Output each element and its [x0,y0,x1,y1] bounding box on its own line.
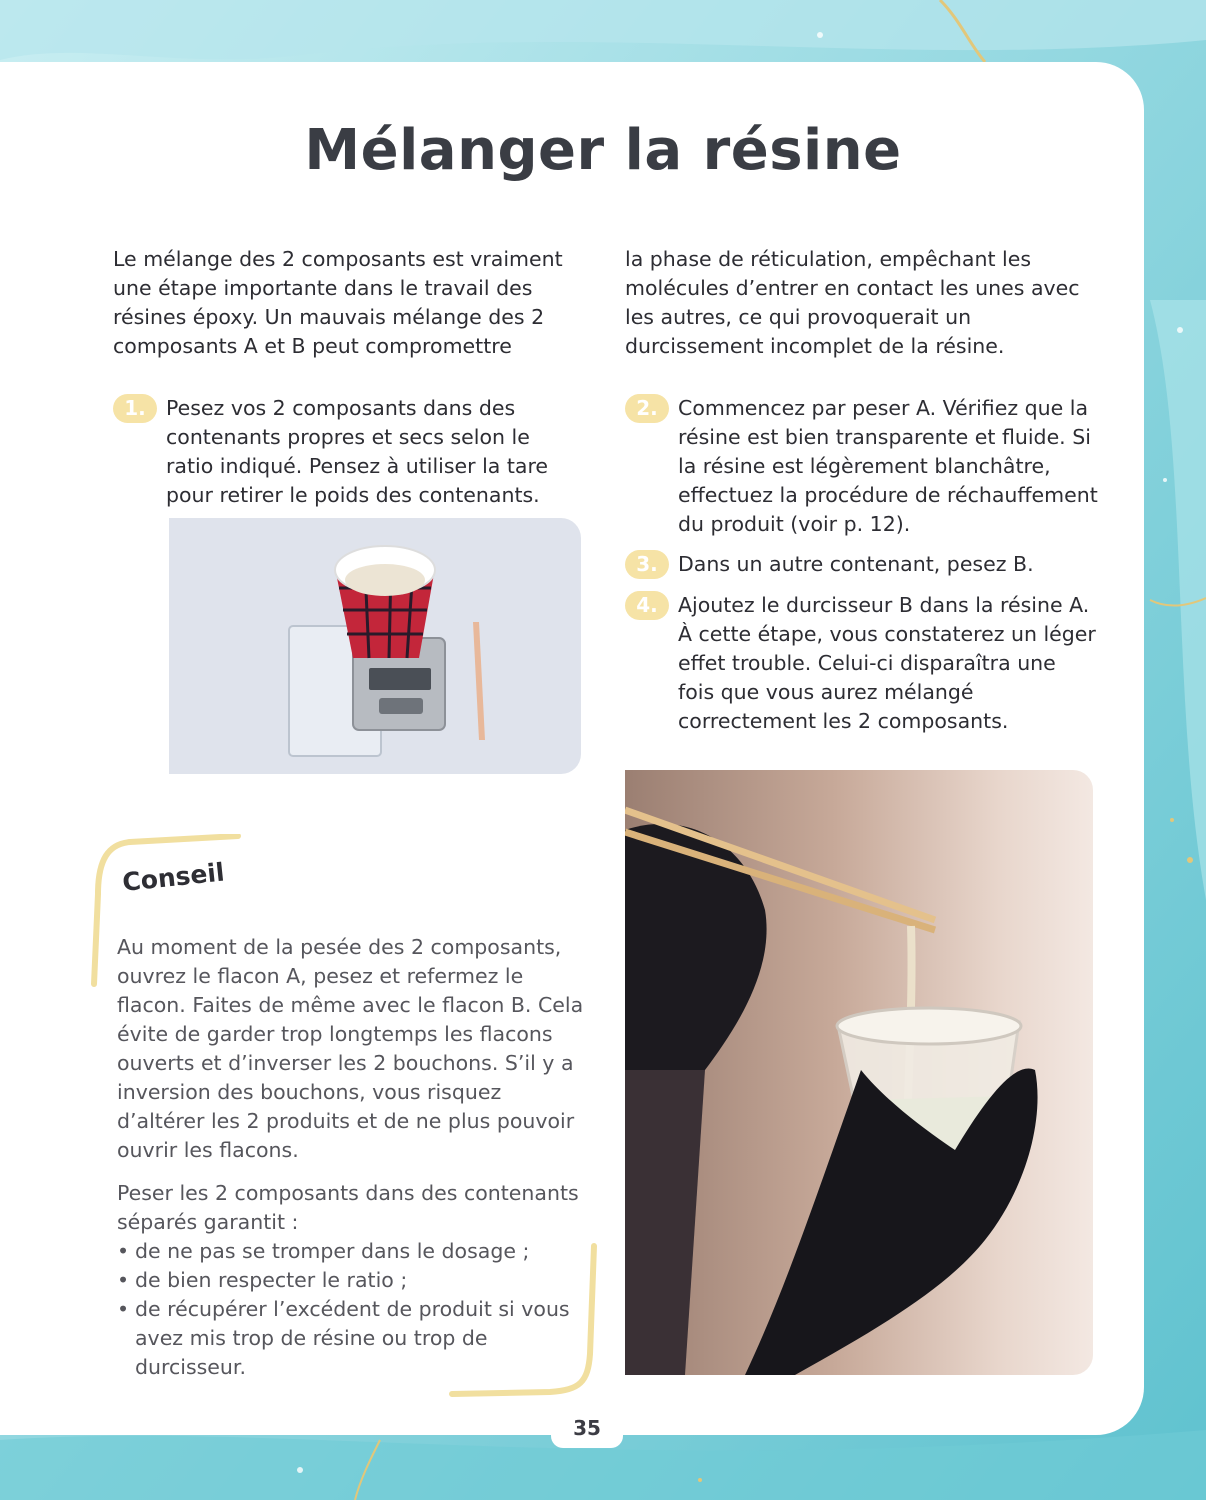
intro-text-right: la phase de réticulation, empêchant les molécules d’entrer en contact les unes avec les autres, ce qui provoquerait un durcissement incomplet de la résine. [625,247,1080,358]
step-number-badge: 2. [625,394,669,423]
list-item: • de récupérer l’excédent de produit si vous avez mis trop de résine ou trop de durcisseur. [117,1297,570,1379]
tip-title: Conseil [120,857,226,897]
step-number-badge: 3. [625,550,669,579]
step-number-badge: 1. [113,394,157,423]
bullet-icon: • [117,1239,130,1263]
photo-cup-on-scale [169,518,581,774]
list-item: • de bien respecter le ratio ; [117,1266,587,1295]
step-number-badge: 4. [625,591,669,620]
tip-list [117,1237,587,1382]
list-item: • de ne pas se tromper dans le dosage ; [117,1237,587,1266]
tip-intro: Peser les 2 composants dans des contenants séparés garantit : [117,1181,579,1234]
bullet-icon: • [117,1297,130,1321]
tip-paragraph: Au moment de la pesée des 2 composants, ouvrez le flacon A, pesez et refermez le flacon. Faites de même avec le flacon B. Cela évite de garder trop longtemps les flacons ouverts et d’inverser les 2 bouchons. S’il y a inversion des bouchons, vous risquez d’altérer les 2 produits et de ne plus pouvoir ouvrir les flacons. [117,935,584,1162]
page-number: 35 [551,1408,623,1448]
step-text: Commencez par peser A. Vérifiez que la résine est bien transparente et fluide. Si la résine est légèrement blanchâtre, effectuez la procédure de réchauffement du produit (voir p. 12). [678,396,1098,536]
page-title: Mélanger la résine [304,118,902,183]
intro-text-left: Le mélange des 2 composants est vraiment une étape importante dans le travail des résines époxy. Un mauvais mélange des 2 composants A et B peut compromettre [113,247,563,358]
bullet-icon: • [117,1268,130,1292]
step-text: Pesez vos 2 composants dans des contenants propres et secs selon le ratio indiqué. Pensez à utiliser la tare pour retirer le poids des contenants. [166,396,549,507]
step-text: Ajoutez le durcisseur B dans la résine A. À cette étape, vous constaterez un léger effet trouble. Celui-ci disparaîtra une fois que vous aurez mélangé correctement les 2 composants. [678,593,1096,733]
step-text: Dans un autre contenant, pesez B. [678,552,1034,576]
photo-mixing-resin [625,770,1093,1375]
